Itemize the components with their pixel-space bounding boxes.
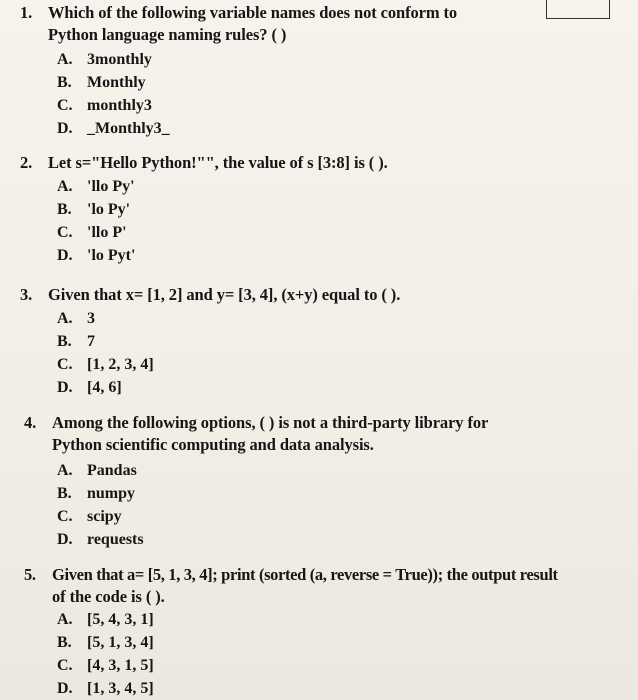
question-1 — [20, 2, 638, 46]
option-d[interactable] — [0, 376, 638, 399]
option-text: [5, 1, 3, 4] — [87, 634, 154, 651]
option-label: B. — [57, 74, 72, 91]
question-number: 3. — [20, 285, 33, 304]
option-text: Pandas — [87, 462, 137, 479]
question-4 — [24, 412, 638, 456]
question-4-line-1 — [24, 412, 638, 434]
option-text: requests — [87, 531, 144, 548]
question-5-line-1 — [24, 564, 638, 586]
option-label: C. — [57, 657, 73, 674]
option-d[interactable] — [0, 244, 638, 267]
option-d[interactable] — [0, 117, 638, 140]
option-text: 'llo Py' — [87, 178, 135, 195]
option-d[interactable] — [0, 677, 638, 700]
option-label: A. — [57, 178, 73, 195]
option-label: D. — [57, 680, 73, 697]
option-text: [1, 2, 3, 4] — [87, 356, 154, 373]
option-c[interactable] — [0, 221, 638, 244]
option-text: _Monthly3_ — [87, 120, 170, 137]
option-label: C. — [57, 97, 73, 114]
option-a[interactable] — [0, 48, 638, 71]
question-text: Among the following options, ( ) is not a third-party library for — [52, 413, 489, 432]
question-3-options — [0, 307, 638, 399]
option-label: C. — [57, 224, 73, 241]
option-text: [1, 3, 4, 5] — [87, 680, 154, 697]
option-a[interactable] — [0, 307, 638, 330]
option-text: 7 — [87, 333, 95, 350]
option-a[interactable] — [0, 608, 638, 631]
option-text: 'llo P' — [87, 224, 127, 241]
option-c[interactable] — [0, 505, 638, 528]
question-3 — [20, 284, 638, 306]
option-text: Monthly — [87, 74, 146, 91]
question-text: Given that x= [1, 2] and y= [3, 4], (x+y) equal to ( ). — [48, 285, 401, 304]
question-2-options — [0, 175, 638, 267]
question-1-options — [0, 48, 638, 140]
option-a[interactable] — [0, 459, 638, 482]
option-label: A. — [57, 310, 73, 327]
question-1-line-1 — [20, 2, 638, 24]
option-text: 3 — [87, 310, 95, 327]
option-label: D. — [57, 379, 73, 396]
question-5-line-2: of the code is ( ). — [52, 587, 165, 606]
option-label: D. — [57, 247, 73, 264]
option-b[interactable] — [0, 631, 638, 654]
question-1-line-2: Python language naming rules? ( ) — [48, 25, 287, 44]
option-d[interactable] — [0, 528, 638, 551]
question-5-options — [0, 608, 638, 700]
option-b[interactable] — [0, 482, 638, 505]
option-text: 'lo Pyt' — [87, 247, 136, 264]
question-text: Let s="Hello Python!"", the value of s [3:8] is ( ). — [48, 153, 388, 172]
option-label: B. — [57, 485, 72, 502]
option-label: B. — [57, 634, 72, 651]
question-3-line-1 — [20, 284, 638, 306]
option-a[interactable] — [0, 175, 638, 198]
option-b[interactable] — [0, 330, 638, 353]
option-label: C. — [57, 508, 73, 525]
option-c[interactable] — [0, 654, 638, 677]
option-text: monthly3 — [87, 97, 152, 114]
option-text: [4, 6] — [87, 379, 122, 396]
question-text: Given that a= [5, 1, 3, 4]; print (sorted (a, reverse = True)); the output result — [52, 565, 558, 584]
option-text: 'lo Py' — [87, 201, 131, 218]
question-text: Which of the following variable names does not conform to — [48, 3, 458, 22]
question-5 — [24, 564, 638, 608]
question-4-line-2: Python scientific computing and data analysis. — [52, 435, 374, 454]
option-b[interactable] — [0, 198, 638, 221]
option-text: numpy — [87, 485, 136, 502]
option-label: A. — [57, 462, 73, 479]
option-label: A. — [57, 51, 73, 68]
option-text: 3monthly — [87, 51, 152, 68]
question-number: 2. — [20, 153, 33, 172]
option-label: B. — [57, 333, 72, 350]
option-label: A. — [57, 611, 73, 628]
option-c[interactable] — [0, 353, 638, 376]
question-4-options — [0, 459, 638, 551]
option-text: [5, 4, 3, 1] — [87, 611, 154, 628]
question-2 — [20, 152, 638, 174]
option-text: [4, 3, 1, 5] — [87, 657, 154, 674]
option-label: D. — [57, 120, 73, 137]
option-c[interactable] — [0, 94, 638, 117]
option-b[interactable] — [0, 71, 638, 94]
option-label: C. — [57, 356, 73, 373]
question-2-line-1 — [20, 152, 638, 174]
option-text: scipy — [87, 508, 122, 525]
question-number: 1. — [20, 3, 33, 22]
option-label: D. — [57, 531, 73, 548]
question-number: 5. — [24, 565, 36, 584]
question-number: 4. — [24, 413, 37, 432]
option-label: B. — [57, 201, 72, 218]
